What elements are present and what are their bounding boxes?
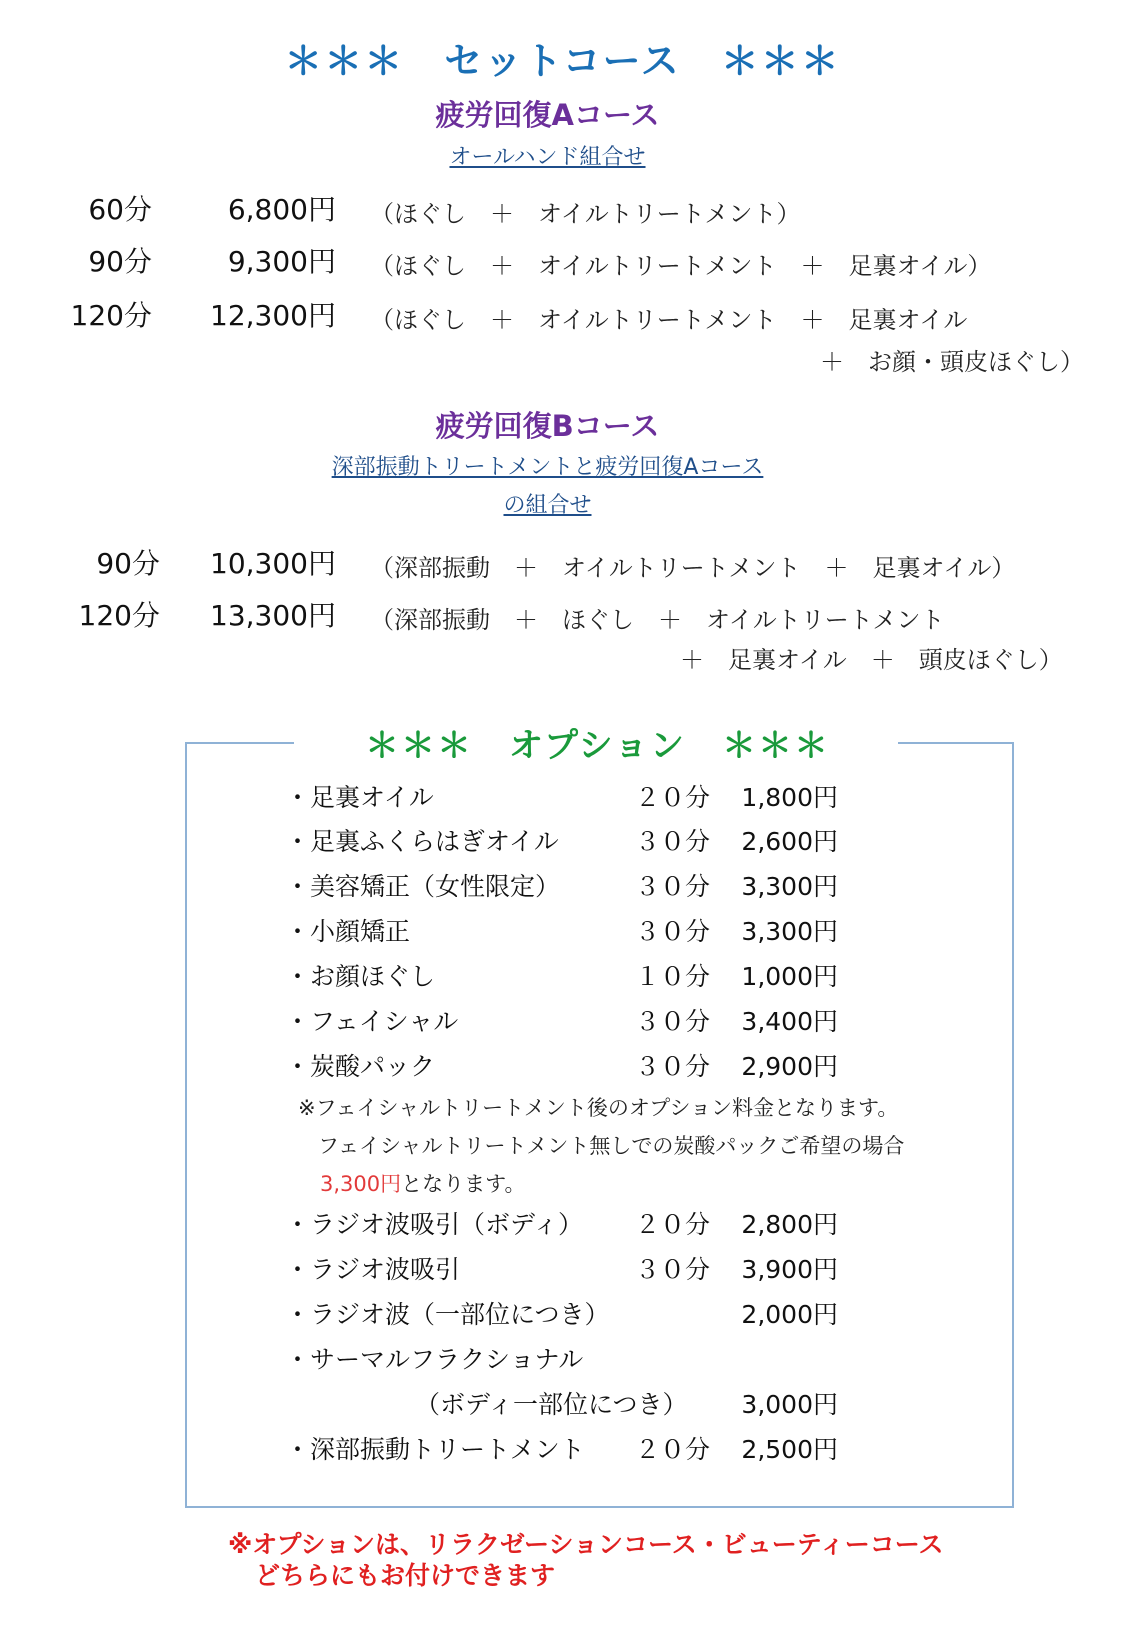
course-a-row-3-detail-cont: ＋ お顔・頭皮ほぐし） bbox=[820, 348, 1084, 376]
course-b-row-1-mins: 90分 bbox=[96, 547, 160, 580]
course-a-row-1-price: 6,800円 bbox=[227, 193, 336, 226]
footer-note-1: ※オプションは、リラクゼーションコース・ビューティーコース bbox=[228, 1530, 944, 1559]
course-a-row-2-mins: 90分 bbox=[88, 245, 152, 278]
course-b-subtitle-1: 深部振動トリートメントと疲労回復Aコース bbox=[331, 455, 764, 480]
course-b-subtitle-2: の組合せ bbox=[503, 493, 592, 518]
option-note-3-price: 3,300円 bbox=[320, 1172, 402, 1196]
course-a-title: 疲労回復Aコース bbox=[435, 98, 660, 132]
options-title: ＊＊＊ オプション ＊＊＊ bbox=[365, 726, 830, 766]
option-name: ・ラジオ波吸引 bbox=[285, 1255, 461, 1284]
course-a-row-3-detail: （ほぐし ＋ オイルトリートメント ＋ 足裏オイル bbox=[370, 306, 968, 334]
course-a-row-2-price: 9,300円 bbox=[227, 245, 336, 278]
option-mins: ２０分 bbox=[634, 783, 710, 812]
option-price: 3,900円 bbox=[741, 1255, 838, 1284]
course-b-row-2-price: 13,300円 bbox=[210, 599, 336, 632]
option-price: 1,000円 bbox=[741, 962, 838, 991]
option-price: 2,800円 bbox=[741, 1210, 838, 1239]
option-price: 1,800円 bbox=[741, 783, 838, 812]
option-name: ・炭酸パック bbox=[285, 1052, 436, 1081]
option-name: ・ラジオ波（一部位につき） bbox=[285, 1300, 610, 1329]
course-b-row-2-detail: （深部振動 ＋ ほぐし ＋ オイルトリートメント bbox=[370, 606, 945, 634]
option-price: 3,400円 bbox=[741, 1007, 838, 1036]
option-name: ・サーマルフラクショナル bbox=[285, 1345, 584, 1374]
option-name: ・深部振動トリートメント bbox=[285, 1435, 585, 1464]
option-name-cont: （ボディ一部位につき） bbox=[415, 1390, 688, 1419]
option-name: ・お顔ほぐし bbox=[285, 962, 436, 991]
option-price: 3,000円 bbox=[741, 1390, 838, 1419]
option-price: 2,000円 bbox=[741, 1300, 838, 1329]
option-mins: ３０分 bbox=[634, 827, 710, 856]
option-price: 2,600円 bbox=[741, 827, 838, 856]
course-a-row-1-mins: 60分 bbox=[88, 193, 152, 226]
option-name: ・フェイシャル bbox=[285, 1007, 459, 1036]
option-mins: ２０分 bbox=[634, 1435, 710, 1464]
footer-note-2: どちらにもお付けできます bbox=[255, 1561, 556, 1590]
option-mins: ３０分 bbox=[634, 1255, 710, 1284]
option-price: 3,300円 bbox=[741, 872, 838, 901]
option-mins: １０分 bbox=[634, 962, 710, 991]
course-a-row-2-detail: （ほぐし ＋ オイルトリートメント ＋ 足裏オイル） bbox=[370, 252, 992, 280]
course-b-row-1-detail: （深部振動 ＋ オイルトリートメント ＋ 足裏オイル） bbox=[370, 554, 1016, 582]
course-b-row-2-detail-cont: ＋ 足裏オイル ＋ 頭皮ほぐし） bbox=[680, 646, 1063, 674]
option-mins: ２０分 bbox=[634, 1210, 710, 1239]
option-note-3-text: となります。 bbox=[401, 1172, 526, 1196]
course-b-row-2-mins: 120分 bbox=[78, 599, 160, 632]
course-a-row-3-price: 12,300円 bbox=[210, 299, 336, 332]
course-a-row-1-detail: （ほぐし ＋ オイルトリートメント） bbox=[370, 200, 801, 228]
option-price: 2,900円 bbox=[741, 1052, 838, 1081]
course-a-subtitle: オールハンド組合せ bbox=[449, 145, 646, 170]
option-mins: ３０分 bbox=[634, 917, 710, 946]
option-name: ・足裏オイル bbox=[285, 783, 434, 812]
course-b-title: 疲労回復Bコース bbox=[435, 409, 660, 443]
option-note-2: フェイシャルトリートメント無しでの炭酸パックご希望の場合 bbox=[318, 1134, 905, 1158]
option-mins: ３０分 bbox=[634, 1007, 710, 1036]
option-name: ・美容矯正（女性限定） bbox=[285, 872, 561, 901]
course-b-row-1-price: 10,300円 bbox=[210, 547, 336, 580]
course-a-row-3-mins: 120分 bbox=[70, 299, 152, 332]
option-mins: ３０分 bbox=[634, 1052, 710, 1081]
option-note-3 bbox=[320, 1168, 525, 1198]
option-name: ・小顔矯正 bbox=[285, 917, 411, 946]
option-name: ・ラジオ波吸引（ボディ） bbox=[285, 1210, 584, 1239]
set-course-title: ＊＊＊ セットコース ＊＊＊ bbox=[284, 39, 841, 83]
option-price: 3,300円 bbox=[741, 917, 838, 946]
option-note-1: ※フェイシャルトリートメント後のオプション料金となります。 bbox=[298, 1096, 899, 1120]
option-mins: ３０分 bbox=[634, 872, 710, 901]
option-name: ・足裏ふくらはぎオイル bbox=[285, 827, 559, 856]
option-price: 2,500円 bbox=[741, 1435, 838, 1464]
